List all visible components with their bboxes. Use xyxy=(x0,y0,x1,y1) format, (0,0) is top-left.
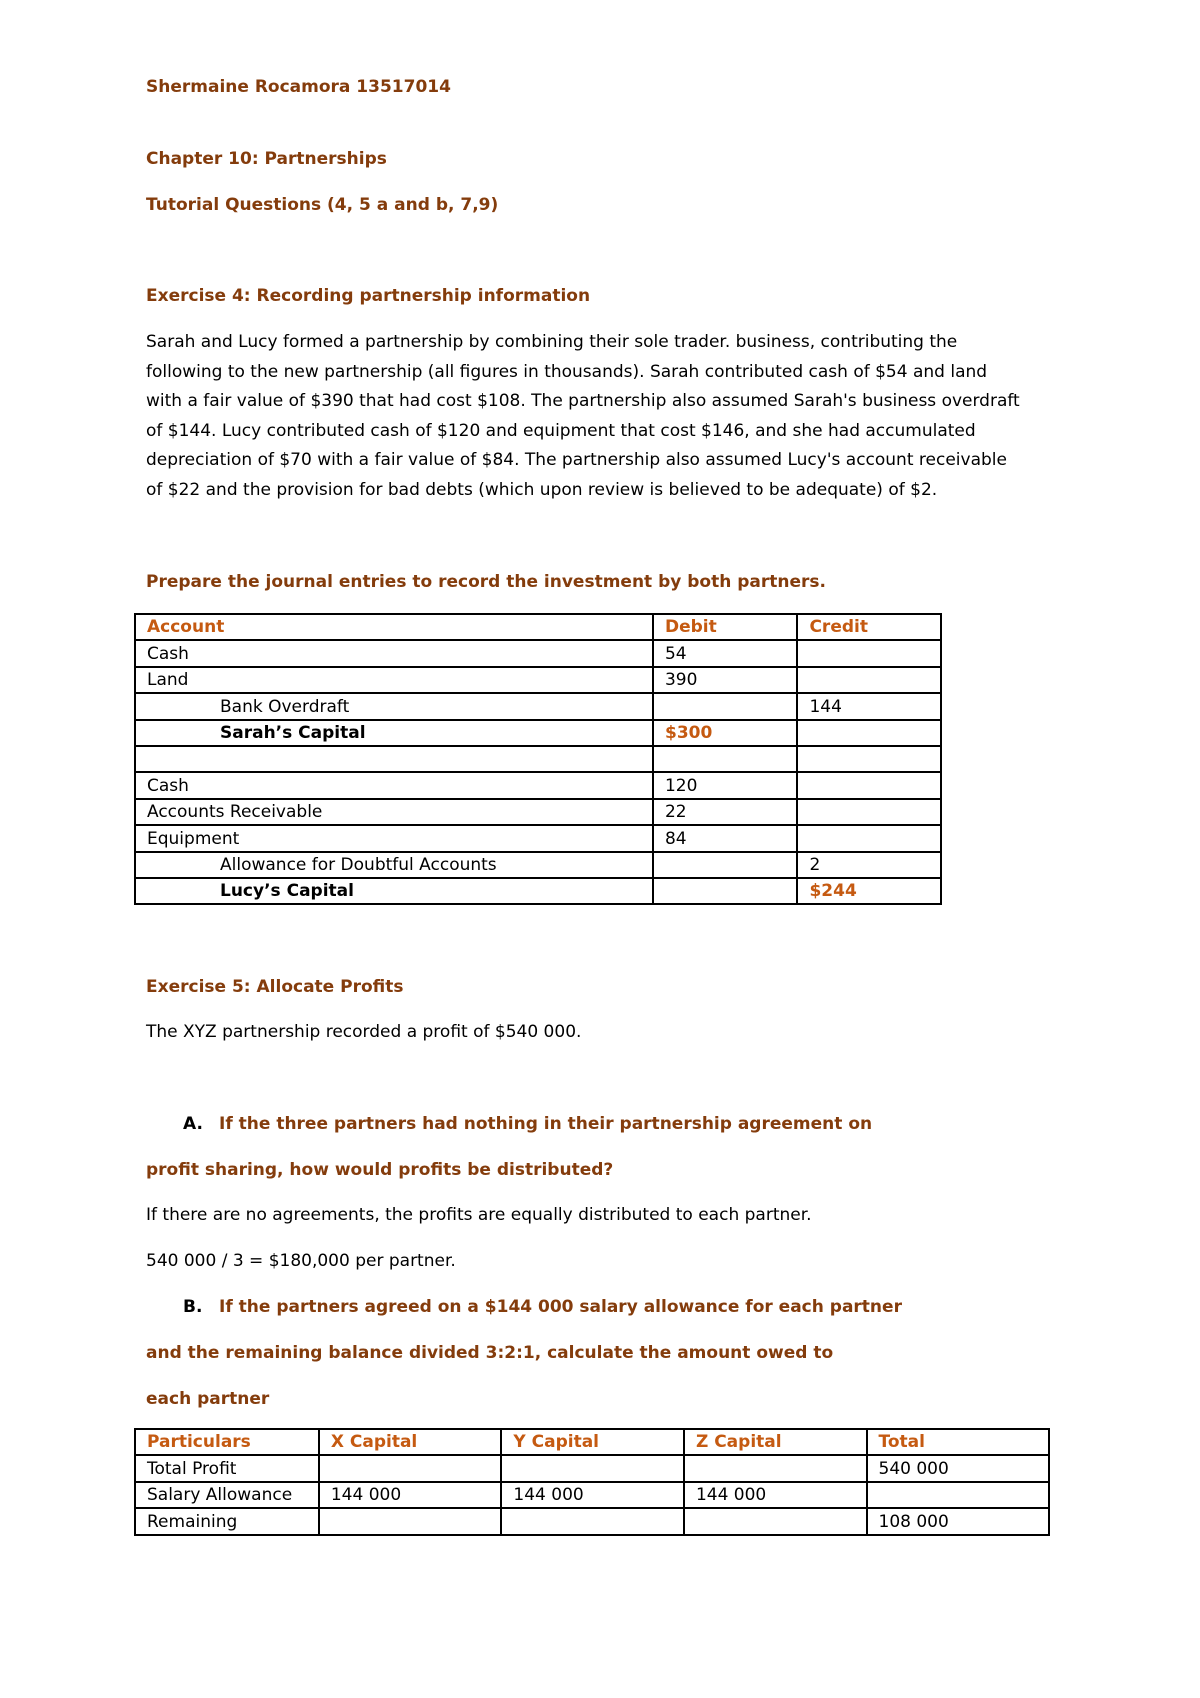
credit-cell xyxy=(797,746,941,772)
y-capital-cell xyxy=(501,1508,684,1534)
credit-cell xyxy=(797,799,941,825)
header-debit: Debit xyxy=(653,614,797,640)
profit-allocation-table xyxy=(134,1428,1050,1536)
paragraph-line: with a fair value of $390 that had cost $108. The partnership also assumed Sarah's business overdraft xyxy=(146,391,1020,411)
header-x-capital: X Capital xyxy=(319,1429,502,1455)
header-particulars: Particulars xyxy=(135,1429,319,1455)
x-capital-cell: 144 000 xyxy=(319,1482,502,1508)
part-a-answer-line1: If there are no agreements, the profits are equally distributed to each partner. xyxy=(146,1205,812,1225)
author-line: Shermaine Rocamora 13517014 xyxy=(146,77,451,97)
credit-cell xyxy=(797,720,941,746)
table-row xyxy=(135,746,941,772)
chapter-title: Chapter 10: Partnerships xyxy=(146,149,387,169)
table-row xyxy=(135,693,941,719)
debit-cell: 54 xyxy=(653,640,797,666)
exercise4-paragraph xyxy=(146,328,1020,505)
credit-cell: 144 xyxy=(797,693,941,719)
paragraph-line: Sarah and Lucy formed a partnership by combining their sole trader. business, contributing the xyxy=(146,332,958,352)
table-row xyxy=(135,799,941,825)
credit-cell xyxy=(797,825,941,851)
part-b-question-line1: If the partners agreed on a $144 000 salary allowance for each partner xyxy=(219,1297,902,1317)
table-row xyxy=(135,1508,1049,1534)
y-capital-cell xyxy=(501,1455,684,1481)
journal-entries-table xyxy=(134,613,942,905)
paragraph-line: of $144. Lucy contributed cash of $120 and equipment that cost $146, and she had accumulated xyxy=(146,420,976,441)
part-a-question-line2: profit sharing, how would profits be distributed? xyxy=(146,1160,614,1180)
particulars-cell: Salary Allowance xyxy=(135,1482,319,1508)
account-cell: Cash xyxy=(135,640,653,666)
part-b-question-line2: and the remaining balance divided 3:2:1, calculate the amount owed to xyxy=(146,1343,834,1363)
debit-cell: 120 xyxy=(653,772,797,798)
debit-cell xyxy=(653,878,797,904)
debit-cell: 84 xyxy=(653,825,797,851)
header-y-capital: Y Capital xyxy=(501,1429,684,1455)
account-cell: Equipment xyxy=(135,825,653,851)
total-cell xyxy=(867,1482,1050,1508)
debit-cell: 390 xyxy=(653,667,797,693)
account-cell: Bank Overdraft xyxy=(135,693,653,719)
header-account: Account xyxy=(135,614,653,640)
exercise4-title: Exercise 4: Recording partnership information xyxy=(146,286,591,306)
x-capital-cell xyxy=(319,1508,502,1534)
x-capital-cell xyxy=(319,1455,502,1481)
paragraph-line: following to the new partnership (all figures in thousands). Sarah contributed cash of $54 and land xyxy=(146,361,988,382)
part-a-marker: A. xyxy=(183,1114,203,1134)
debit-cell xyxy=(653,852,797,878)
total-cell: 540 000 xyxy=(867,1455,1050,1481)
z-capital-cell xyxy=(684,1508,867,1534)
table-header-row xyxy=(135,1429,1049,1455)
tutorial-line: Tutorial Questions (4, 5 a and b, 7,9) xyxy=(146,195,499,215)
account-cell: Cash xyxy=(135,772,653,798)
exercise5-intro: The XYZ partnership recorded a profit of $540 000. xyxy=(146,1022,582,1042)
total-cell: 108 000 xyxy=(867,1508,1050,1534)
z-capital-cell: 144 000 xyxy=(684,1482,867,1508)
paragraph-line: depreciation of $70 with a fair value of $84. The partnership also assumed Lucy's account receivable xyxy=(146,450,1007,470)
account-cell: Lucy’s Capital xyxy=(135,878,653,904)
table-row xyxy=(135,1482,1049,1508)
account-cell: Allowance for Doubtful Accounts xyxy=(135,852,653,878)
header-total: Total xyxy=(867,1429,1050,1455)
table-row xyxy=(135,772,941,798)
exercise4-instruction: Prepare the journal entries to record the investment by both partners. xyxy=(146,572,826,592)
credit-cell xyxy=(797,640,941,666)
part-b-marker: B. xyxy=(183,1297,203,1317)
z-capital-cell xyxy=(684,1455,867,1481)
header-z-capital: Z Capital xyxy=(684,1429,867,1455)
paragraph-line: of $22 and the provision for bad debts (which upon review is believed to be adequate) of $2. xyxy=(146,479,938,500)
table-row xyxy=(135,878,941,904)
y-capital-cell: 144 000 xyxy=(501,1482,684,1508)
particulars-cell: Remaining xyxy=(135,1508,319,1534)
credit-cell: $244 xyxy=(797,878,941,904)
table-row xyxy=(135,1455,1049,1481)
credit-cell xyxy=(797,772,941,798)
table-row xyxy=(135,640,941,666)
part-a-question-line1: If the three partners had nothing in their partnership agreement on xyxy=(219,1114,873,1134)
debit-cell: 22 xyxy=(653,799,797,825)
particulars-cell: Total Profit xyxy=(135,1455,319,1481)
account-cell: Land xyxy=(135,667,653,693)
account-cell: Sarah’s Capital xyxy=(135,720,653,746)
credit-cell xyxy=(797,667,941,693)
part-b-question-line3: each partner xyxy=(146,1389,270,1409)
debit-cell: $300 xyxy=(653,720,797,746)
exercise5-title: Exercise 5: Allocate Profits xyxy=(146,977,404,997)
table-header-row xyxy=(135,614,941,640)
part-a-answer-line2: 540 000 / 3 = $180,000 per partner. xyxy=(146,1251,456,1271)
table-row xyxy=(135,825,941,851)
account-cell xyxy=(135,746,653,772)
credit-cell: 2 xyxy=(797,852,941,878)
table-row xyxy=(135,667,941,693)
debit-cell xyxy=(653,746,797,772)
debit-cell xyxy=(653,693,797,719)
table-row xyxy=(135,852,941,878)
table-row xyxy=(135,720,941,746)
header-credit: Credit xyxy=(797,614,941,640)
account-cell: Accounts Receivable xyxy=(135,799,653,825)
